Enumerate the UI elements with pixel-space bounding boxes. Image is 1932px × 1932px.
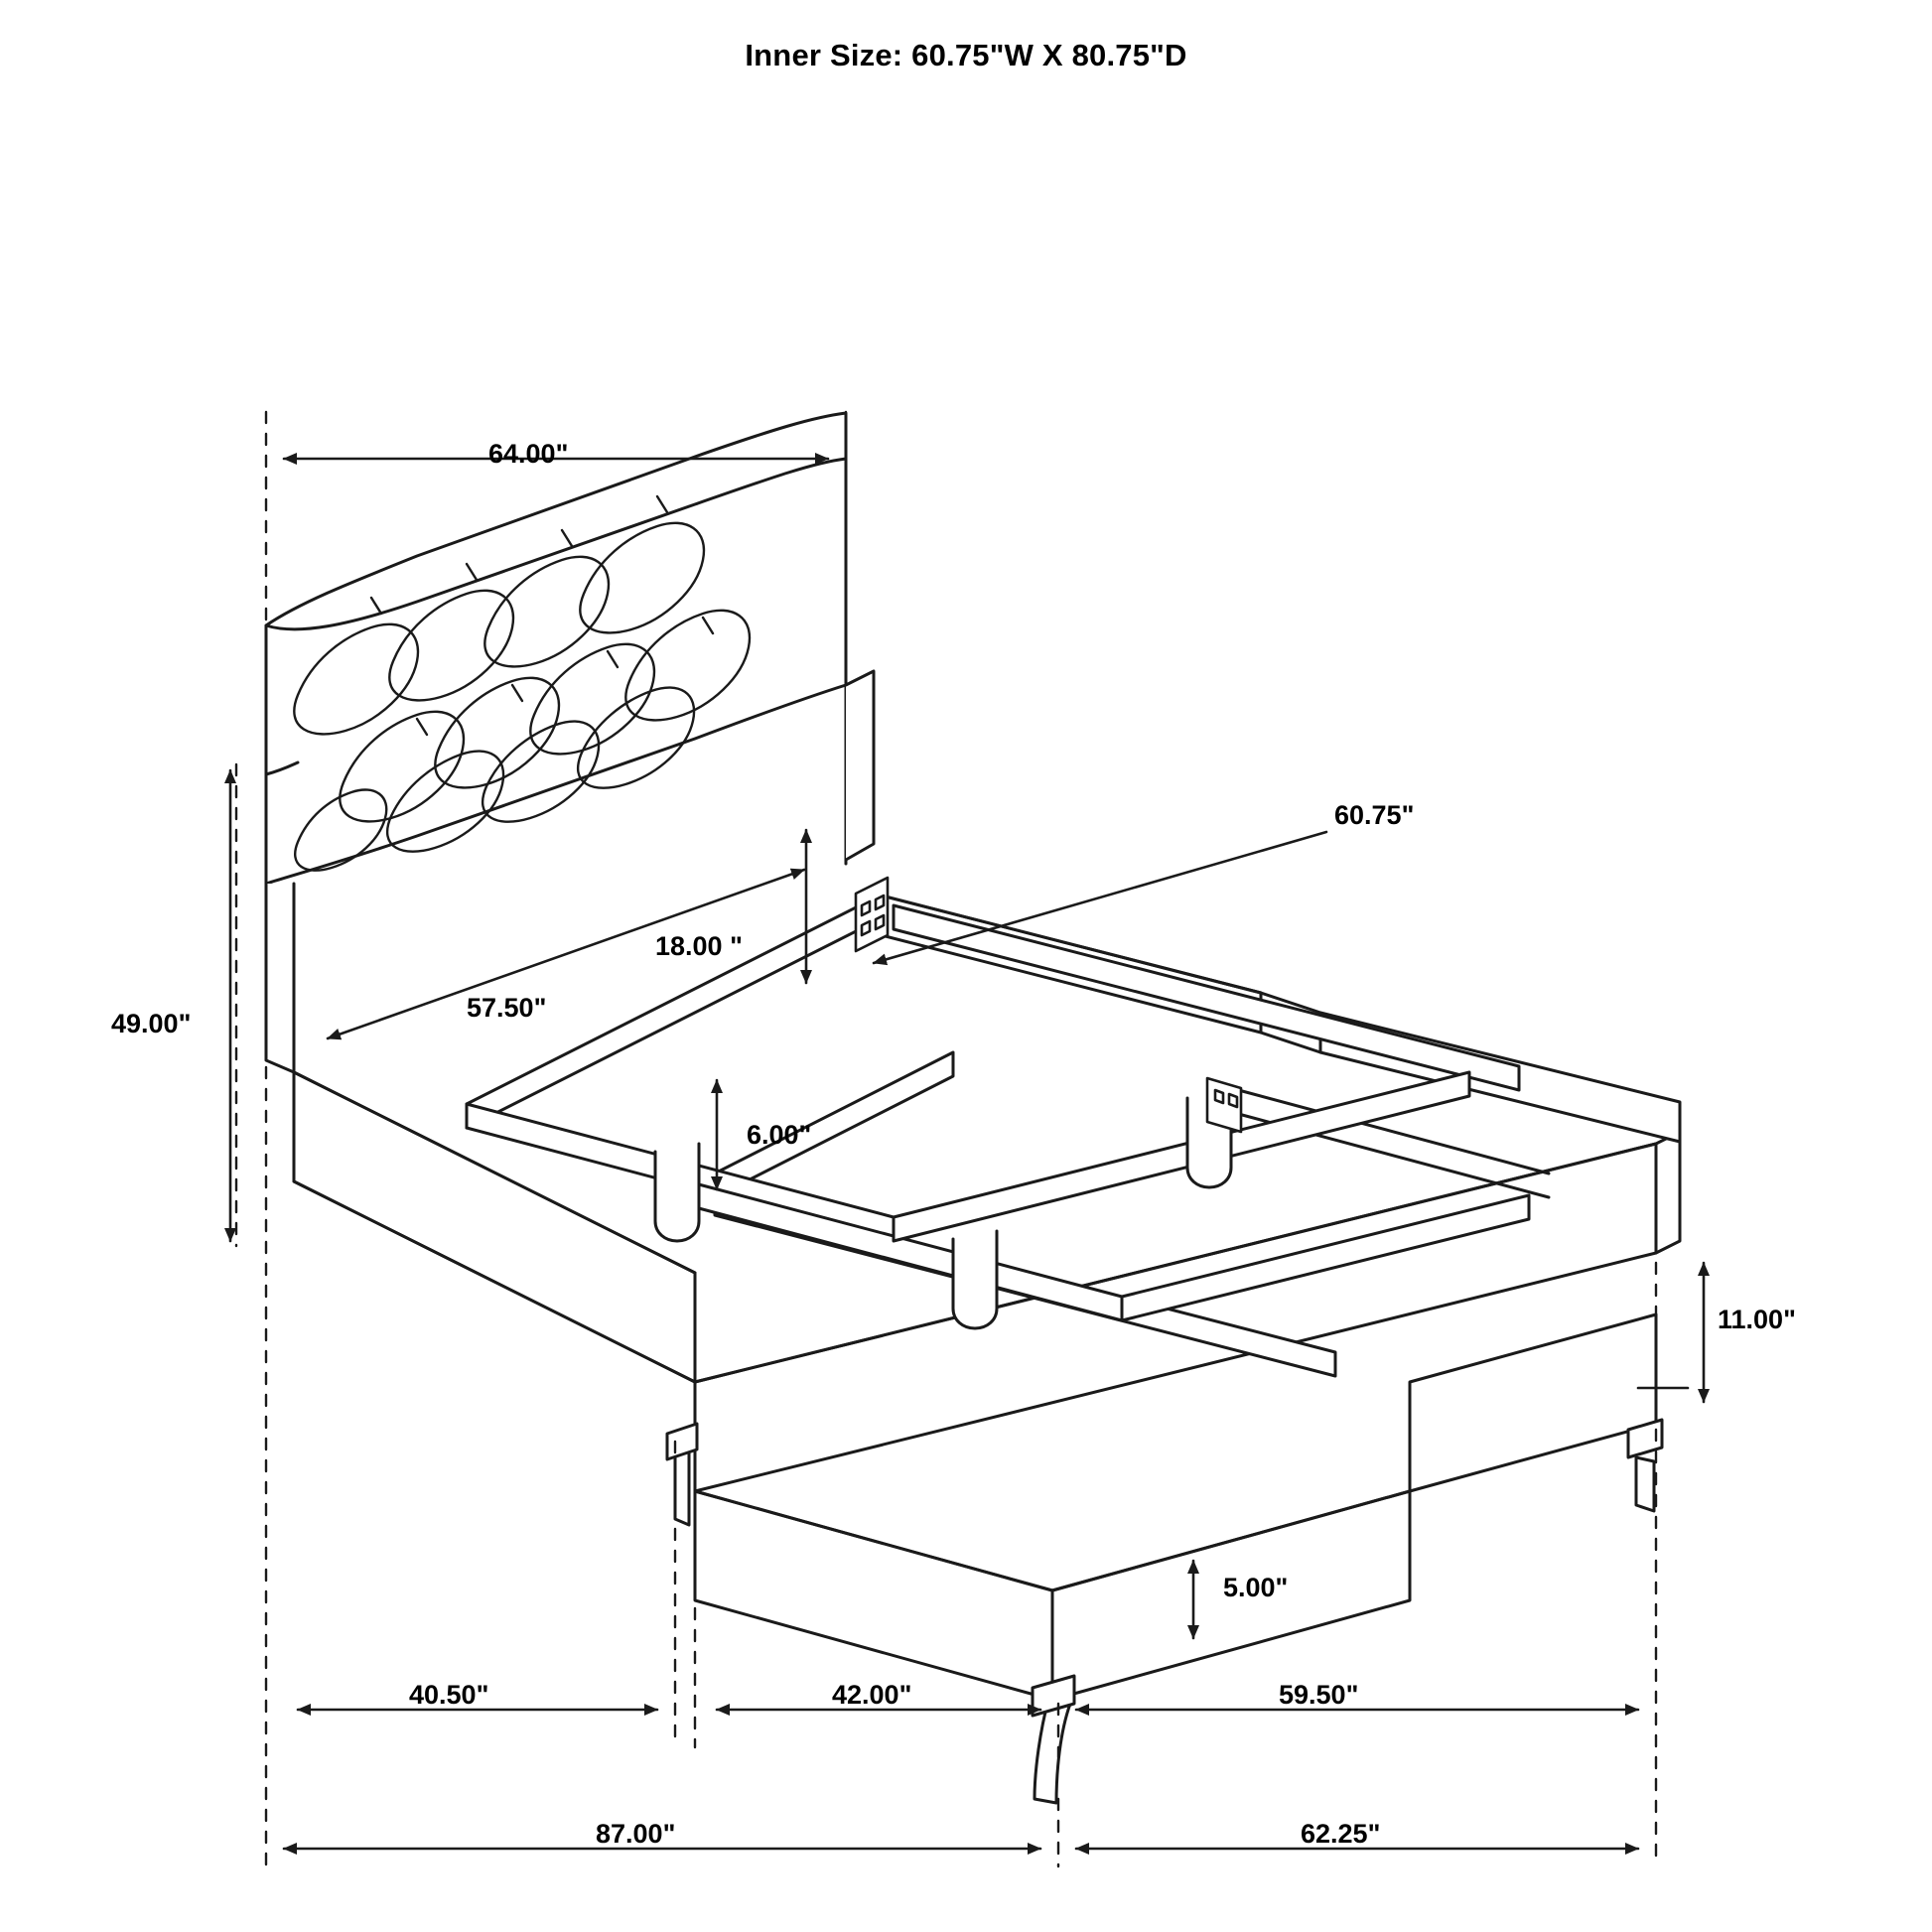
dim-label-side-rail: 11.00" [1718,1305,1796,1334]
dim-label-height-left: 49.00" [111,1009,192,1038]
page-title: Inner Size: 60.75"W X 80.75"D [745,38,1187,72]
dim-label-seg-a: 40.50" [409,1680,489,1710]
dim-label-slat-gap: 6.00" [747,1120,812,1150]
headboard [266,413,874,1072]
dim-label-base-a: 87.00" [596,1819,676,1849]
dim-label-panel-width: 57.50" [467,993,547,1023]
dim-label-headboard-drop: 18.00 " [655,931,743,961]
dim-label-seg-c: 59.50" [1279,1680,1359,1710]
dim-label-base-b: 62.25" [1301,1819,1381,1849]
dim-label-width-top: 64.00" [488,439,569,469]
dim-label-seg-b: 42.00" [832,1680,912,1710]
dim-label-inner-width: 60.75" [1334,800,1415,830]
dim-label-leg: 5.00" [1223,1573,1289,1602]
